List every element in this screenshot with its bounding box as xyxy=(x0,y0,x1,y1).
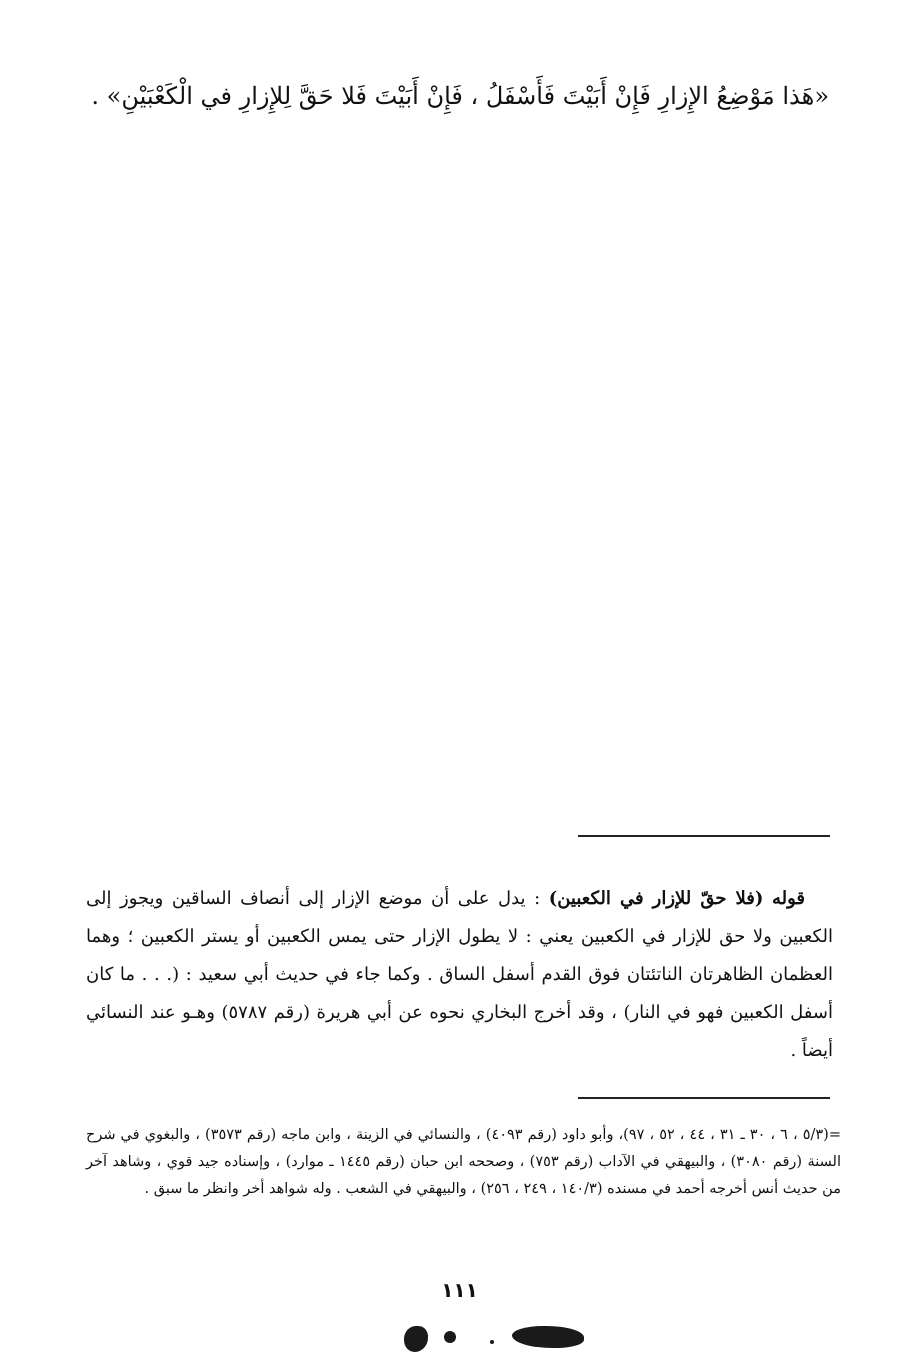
page-number: ١١١ xyxy=(441,1278,478,1302)
hadith-text: «هَذا مَوْضِعُ الإِزارِ فَإِنْ أَبَيْتَ فَأَسْفَلُ ، فَإِنْ أَبَيْتَ فَلا حَقَّ لِلإِزارِ في الْكَعْبَيْنِ» . xyxy=(91,82,829,110)
footnote-text: =(٥/٣ ، ٦ ، ٣٠ ـ ٣١ ، ٤٤ ، ٥٢ ، ٩٧)، وأبو داود (رقم ٤٠٩٣) ، والنسائي في الزينة ، وابن ماجه (رقم ٣٥٧٣) ، والبغوي في شرح السنة (رقم ٣٠٨٠) ، والبيهقي في الآداب (رقم ٧٥٣) ، وصححه ابن حبان (رقم ١٤٤٥ ـ موارد) ، وإسناده جيد قوي ، وشاهد آخر من حديث أنس أخرجه أحمد في مسنده (١٤٠/٣ ، ٢٤٩ ، ٢٥٦) ، والبيهقي في الشعب . وله شواهد أخر وانظر ما سبق . xyxy=(86,1127,841,1197)
commentary-paragraph xyxy=(86,880,833,1070)
commentary-body: : يدل على أن موضع الإزار إلى أنصاف الساقين ويجوز إلى الكعبين ولا حق للإزار في الكعبين يعني : لا يطول الإزار حتى يمس الكعبين أو يستر الكعبين ؛ وهما العظمان الظاهرتان الناتئتان فوق القدم أسفل الساق . وكما جاء في حديث أبي سعيد : (. . . ما كان أسفل الكعبين فهو في النار) ، وقد أخرج البخاري نحوه عن أبي هريرة (رقم ٥٧٨٧) وهـو عند النسائي أيضاً . xyxy=(86,888,833,1061)
commentary-quoted-phrase: (فلا حقّ للإزار في الكعبين) xyxy=(548,888,764,909)
ink-smudge xyxy=(490,1340,494,1344)
commentary-lead: قوله xyxy=(771,888,806,909)
separator-line-upper xyxy=(578,835,830,837)
separator-line-lower xyxy=(578,1097,830,1099)
ink-smudge xyxy=(512,1326,584,1348)
ink-smudge xyxy=(444,1331,456,1343)
ink-smudge xyxy=(404,1326,428,1352)
